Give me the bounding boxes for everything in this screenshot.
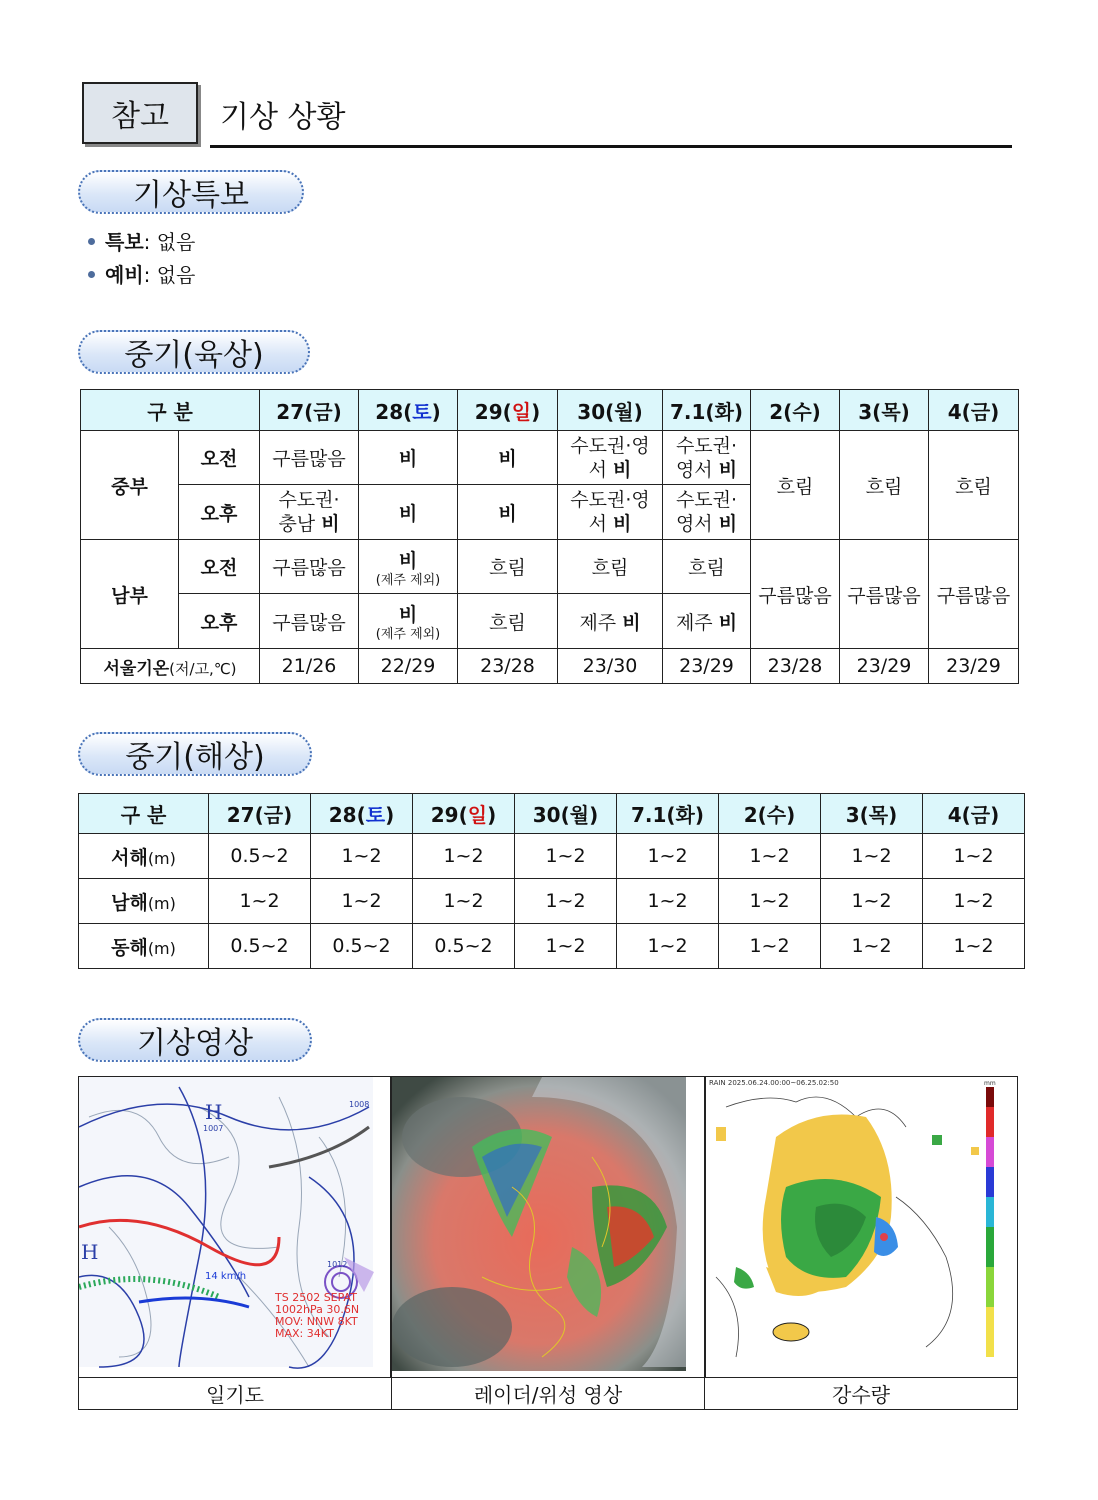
day-header: 29(일) (413, 794, 515, 834)
cell: 0.5~2 (209, 834, 311, 879)
rainfall-legend (986, 1087, 994, 1357)
cell: 흐림 (458, 594, 558, 649)
cell: 1~2 (923, 879, 1025, 924)
cell: 1~2 (209, 879, 311, 924)
corner-cell: 구 분 (79, 794, 209, 834)
pm-label: 오후 (179, 485, 260, 540)
typhoon-info: TS 2502 SEPAT (275, 1291, 357, 1304)
day-header: 29(일) (458, 390, 558, 431)
corner-cell: 구 분 (81, 390, 260, 431)
cell: 23/28 (751, 649, 840, 684)
cell: 구름많음 (260, 431, 359, 485)
high-pressure-label: H (205, 1100, 223, 1124)
day-header: 2(수) (751, 390, 840, 431)
title-underline (210, 145, 1012, 148)
cell: 흐림 (840, 431, 929, 540)
cell: 1~2 (923, 924, 1025, 969)
cell: 비 (제주 제외) (359, 594, 458, 649)
region-central: 중부 (81, 431, 179, 540)
day-header: 28(토) (359, 390, 458, 431)
page-title: 기상 상황 (220, 100, 346, 135)
cell: 비 (제주 제외) (359, 540, 458, 594)
advisory-list (88, 226, 195, 292)
sea-name: 서해(m) (79, 834, 209, 879)
cell: 1~2 (311, 834, 413, 879)
am-label: 오전 (179, 431, 260, 485)
cell: 구름많음 (840, 540, 929, 649)
day-header: 30(월) (558, 390, 663, 431)
section-weather-images: 기상영상 (78, 1018, 312, 1062)
cell: 1~2 (719, 879, 821, 924)
section-special-advisory: 기상특보 (78, 170, 304, 214)
caption-radar-satellite: 레이더/위성 영상 (392, 1378, 705, 1409)
cell: 흐림 (663, 540, 751, 594)
cell: 1~2 (617, 834, 719, 879)
cell: 23/29 (840, 649, 929, 684)
table-row (81, 540, 1019, 594)
high-pressure-label: H (81, 1240, 99, 1264)
cell: 흐림 (929, 431, 1019, 540)
table-row (81, 649, 1019, 684)
cell: 0.5~2 (209, 924, 311, 969)
day-header: 2(수) (719, 794, 821, 834)
table-row (79, 879, 1025, 924)
seoul-temp-label: 서울기온(저/고,℃) (81, 649, 260, 684)
cell: 1~2 (821, 924, 923, 969)
table-row (79, 834, 1025, 879)
day-header: 7.1(화) (617, 794, 719, 834)
rain-unit: mm (984, 1080, 996, 1087)
day-header: 3(목) (821, 794, 923, 834)
rainfall-drawing (706, 1077, 1018, 1378)
bullet-icon (88, 238, 95, 245)
section-mid-term-land: 중기(육상) (78, 330, 310, 374)
sea-forecast-table (78, 793, 1025, 969)
cell: 흐림 (458, 540, 558, 594)
day-header: 3(목) (840, 390, 929, 431)
radar-satellite-image (391, 1076, 705, 1378)
cell: 1~2 (923, 834, 1025, 879)
reference-badge: 참고 (82, 82, 198, 144)
cell: 0.5~2 (413, 924, 515, 969)
cell: 1~2 (719, 834, 821, 879)
cell: 비 (359, 485, 458, 540)
cell: 23/29 (929, 649, 1019, 684)
cell: 1~2 (515, 879, 617, 924)
list-item: 특보: 없음 (88, 226, 195, 259)
cell: 23/30 (558, 649, 663, 684)
cell: 수도권· 충남 비 (260, 485, 359, 540)
cell: 제주 비 (663, 594, 751, 649)
weather-chart-drawing (79, 1077, 391, 1378)
day-header: 27(금) (209, 794, 311, 834)
typhoon-info: 1002hPa 30.6N (275, 1303, 360, 1316)
cell: 21/26 (260, 649, 359, 684)
cell: 1~2 (413, 879, 515, 924)
land-forecast-table (80, 389, 1019, 684)
cell: 비 (458, 485, 558, 540)
cell: 1~2 (617, 924, 719, 969)
bullet-icon (88, 271, 95, 278)
cell: 흐림 (558, 540, 663, 594)
region-south: 남부 (81, 540, 179, 649)
isobar-label: 1008 (349, 1100, 370, 1109)
pm-label: 오후 (179, 594, 260, 649)
pressure-label: 1007 (203, 1124, 224, 1133)
cell: 1~2 (719, 924, 821, 969)
day-header: 4(금) (929, 390, 1019, 431)
table-row (81, 431, 1019, 485)
cell: 1~2 (821, 879, 923, 924)
day-header: 4(금) (923, 794, 1025, 834)
cell: 수도권· 영서 비 (663, 485, 751, 540)
cell: 1~2 (515, 924, 617, 969)
day-header: 28(토) (311, 794, 413, 834)
caption-weather-chart: 일기도 (79, 1378, 392, 1409)
weather-chart-image (78, 1076, 391, 1378)
cell: 구름많음 (751, 540, 840, 649)
caption-rainfall: 강수량 (832, 1383, 890, 1407)
cell: 23/28 (458, 649, 558, 684)
cell: 1~2 (311, 879, 413, 924)
sea-name: 동해(m) (79, 924, 209, 969)
cell: 23/29 (663, 649, 751, 684)
image-captions (78, 1377, 1018, 1410)
sea-name: 남해(m) (79, 879, 209, 924)
section-mid-term-sea: 중기(해상) (78, 732, 312, 776)
cell: 1~2 (413, 834, 515, 879)
cell: 1~2 (617, 879, 719, 924)
list-item: 예비: 없음 (88, 259, 195, 292)
table-row (79, 924, 1025, 969)
am-label: 오전 (179, 540, 260, 594)
day-header: 30(월) (515, 794, 617, 834)
cell: 22/29 (359, 649, 458, 684)
cell: 1~2 (821, 834, 923, 879)
cell: 제주 비 (558, 594, 663, 649)
cell: 수도권·영 서 비 (558, 485, 663, 540)
cell: 수도권· 영서 비 (663, 431, 751, 485)
speed-label: 14 km/h (205, 1271, 247, 1282)
cell: 구름많음 (260, 594, 359, 649)
day-header: 27(금) (260, 390, 359, 431)
cell: 구름많음 (260, 540, 359, 594)
typhoon-info: MAX: 34KT (275, 1327, 334, 1340)
cell: 흐림 (751, 431, 840, 540)
cell: 비 (359, 431, 458, 485)
rainfall-image (705, 1076, 1018, 1378)
cell: 1~2 (515, 834, 617, 879)
day-header: 7.1(화) (663, 390, 751, 431)
radar-satellite-drawing (392, 1077, 705, 1378)
cell: 구름많음 (929, 540, 1019, 649)
cell: 0.5~2 (311, 924, 413, 969)
isobar-label: 1012 (327, 1260, 348, 1269)
cell: 수도권·영 서 비 (558, 431, 663, 485)
table-header-row (79, 794, 1025, 834)
rain-header: RAIN 2025.06.24.00:00~06.25.02:50 (709, 1079, 839, 1087)
typhoon-info: MOV: NNW 8KT (275, 1315, 358, 1328)
cell: 비 (458, 431, 558, 485)
table-header-row (81, 390, 1019, 431)
